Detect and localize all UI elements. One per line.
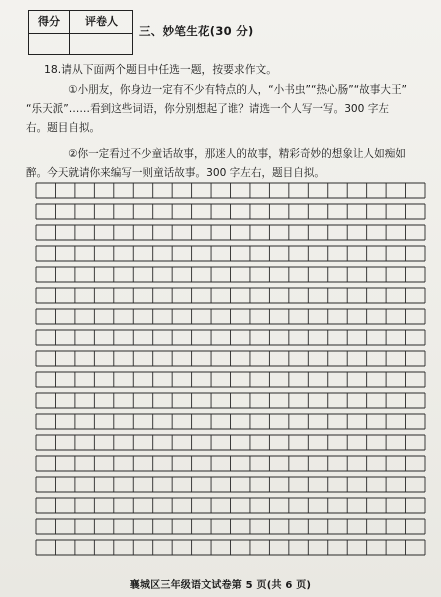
question-instruction: 18.请从下面两个题目中任选一题，按要求作文。 [44, 63, 278, 76]
option1-line3: 右。题目自拟。 [26, 122, 101, 134]
option1-line1: ①小朋友，你身边一定有不少有特点的人，“小书虫”“热心肠”“故事大王” [68, 84, 408, 96]
score-label: 得分 [38, 15, 60, 28]
option2-line2: 醉。今天就请你来编写一则童话故事。300 字左右，题目自拟。 [26, 167, 326, 179]
option2-line1: ②你一定看过不少童话故事，那迷人的故事，精彩奇妙的想象让人如痴如 [68, 148, 406, 160]
page-footer: 襄城区三年级语文试卷第 5 页(共 6 页) [129, 580, 312, 591]
grader-label: 评卷人 [85, 15, 118, 28]
option1-line2: “乐天派”……看到这些词语，你分别想起了谁？请选一个人写一写。300 字左 [26, 103, 389, 115]
section-title: 三、妙笔生花(30 分) [139, 24, 254, 38]
writing-grid-lines [36, 183, 425, 555]
